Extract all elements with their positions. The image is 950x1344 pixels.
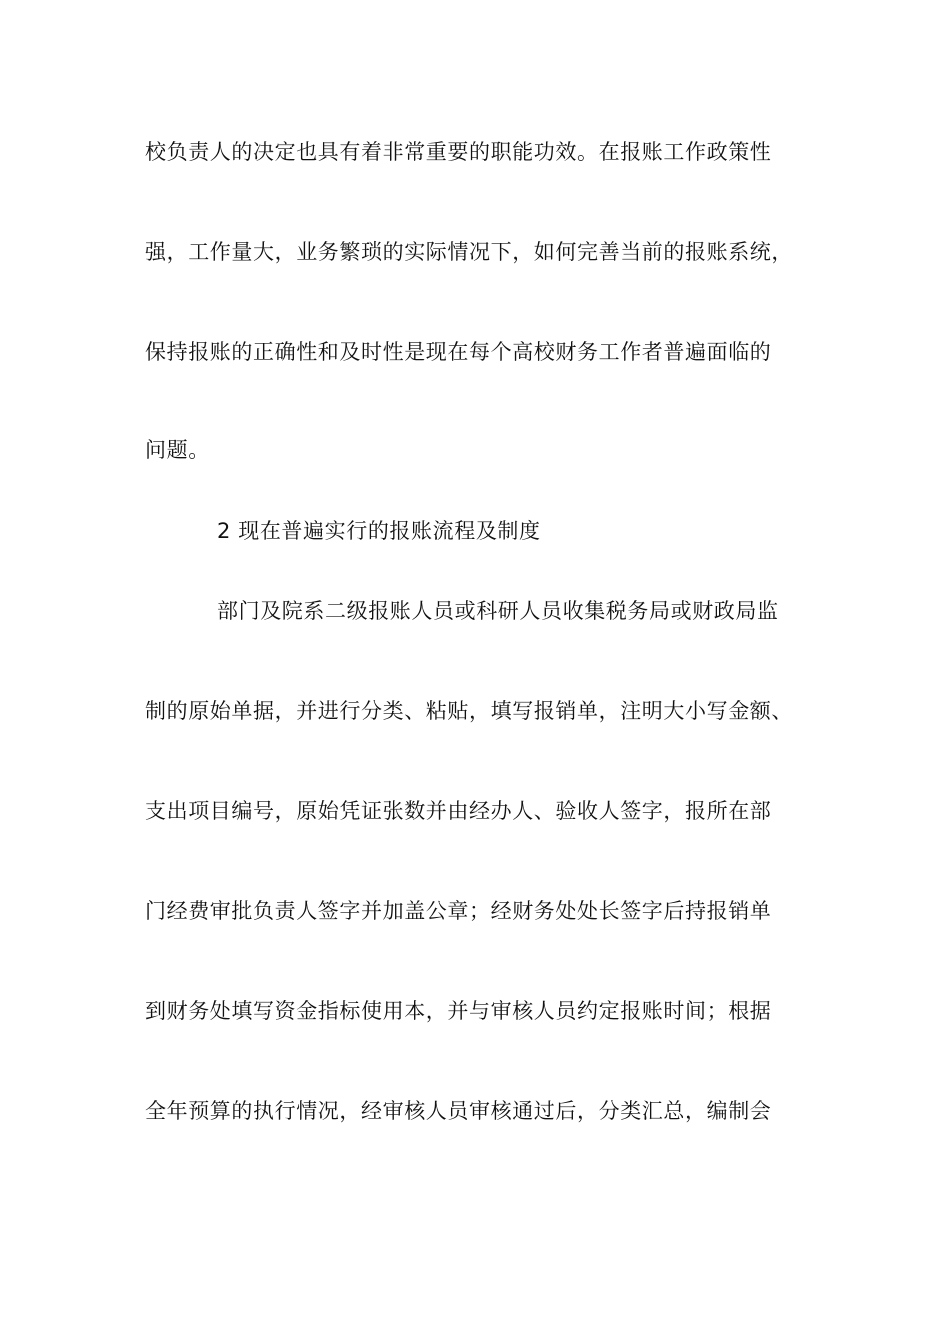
paragraph-text-line: 支出项目编号，原始凭证张数并由经办人、验收人签字，报所在部: [145, 799, 772, 823]
section-heading: 2 现在普遍实行的报账流程及制度: [217, 519, 541, 543]
paragraph-text-line: 门经费审批负责人签字并加盖公章；经财务处处长签字后持报销单: [145, 899, 772, 923]
body-text-line: 问题。: [145, 438, 210, 462]
body-text-line: 保持报账的正确性和及时性是现在每个高校财务工作者普遍面临的: [145, 340, 772, 364]
body-text-line: 校负责人的决定也具有着非常重要的职能功效。在报账工作政策性: [145, 140, 772, 164]
paragraph-text-line: 到财务处填写资金指标使用本，并与审核人员约定报账时间；根据: [145, 999, 772, 1023]
paragraph-text-line: 全年预算的执行情况，经审核人员审核通过后，分类汇总，编制会: [145, 1099, 772, 1123]
body-text-line: 强，工作量大，业务繁琐的实际情况下，如何完善当前的报账系统，: [145, 240, 793, 264]
paragraph-text-line: 制的原始单据，并进行分类、粘贴，填写报销单，注明大小写金额、: [145, 699, 793, 723]
paragraph-text-line: 部门及院系二级报账人员或科研人员收集税务局或财政局监: [217, 599, 779, 623]
